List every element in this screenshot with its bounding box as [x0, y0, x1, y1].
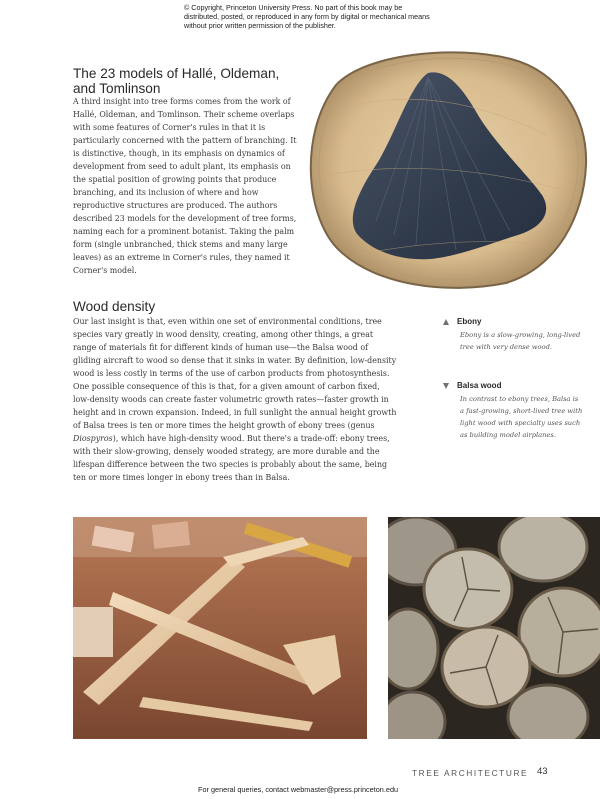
section-body-wood-density	[73, 315, 398, 484]
page-number: 43	[537, 766, 548, 777]
section-title-models: The 23 models of Hallé, Oldeman, and Tomlinson	[73, 66, 280, 96]
triangle-up-icon	[443, 319, 449, 325]
sidebar-balsa-text: In contrast to ebony trees, Balsa is a fast-growing, short-lived tree with light wood with specialty uses such as building model airplanes.	[460, 395, 583, 439]
copyright-notice: © Copyright, Princeton University Press. No part of this book may be distributed, posted, or reproduced in any form by digital or mechanical means without prior written permission of the publisher.	[184, 3, 430, 31]
section-body-models: A third insight into tree forms comes from the work of Hallé, Oldeman, and Tomlinson. Their scheme overlaps with some features of Corner's rules in that it is particularly concerned with the pattern of branching. It is distinctive, though, in its emphasis on dynamics of development from seed to adult plant, its emphasis on the spatial position of growing points that produce branching, and its inclusion of where and how reproductive structures are produced. The authors described 23 models for the development of tree forms, naming each for a prominent botanist. Taking the palm form (single unbranched, thick stems and many large leaves) as an extreme in Corner's rules, they named it Corner's model.	[73, 97, 297, 276]
body-text-before-genus: Our last insight is that, even within one set of environmental conditions, tree species vary greatly in wood density, creating, among other things, a great range of materials fit for different kinds of human use—the Balsa wood of gliding aircraft to wood so dense that it sinks in water. By definition, low-density wood is less costly in terms of the use of carbon products from photosynthesis. One possible consequence of this is that, for a given amount of carbon fixed, low-density woods can create faster volumetric growth rates—faster growth in height and in crown expansion. Indeed, in full sunlight the annual height growth of Balsa trees is ten or more times the height growth of ebony trees (genus	[73, 317, 397, 431]
sidebar-balsa-title: Balsa wood	[457, 381, 502, 390]
log-ends-photo	[388, 517, 600, 739]
sidebar-balsa	[443, 380, 583, 441]
body-text-after-genus: ), which have high-density wood. But there's a trade-off: ebony trees, with their slow-growing, densely wooded strategy, are more durable and the lifespan difference between the two species is probably about the same, being ten or more times longer in ebony trees than in Balsa.	[73, 434, 390, 483]
sidebar-ebony	[443, 316, 583, 353]
balsa-airplane-photo	[73, 517, 367, 739]
ebony-stump-photo	[296, 45, 592, 290]
genus-name: Diospyros	[73, 434, 113, 444]
running-footer: TREE ARCHITECTURE	[412, 768, 529, 778]
section-title-wood-density: Wood density	[73, 299, 156, 314]
sidebar-ebony-title: Ebony	[457, 317, 482, 326]
sidebar-ebony-text: Ebony is a slow-growing, long-lived tree with very dense wood.	[460, 331, 581, 351]
triangle-down-icon	[443, 383, 449, 389]
general-queries-note: For general queries, contact webmaster@press.princeton.edu	[198, 785, 399, 794]
